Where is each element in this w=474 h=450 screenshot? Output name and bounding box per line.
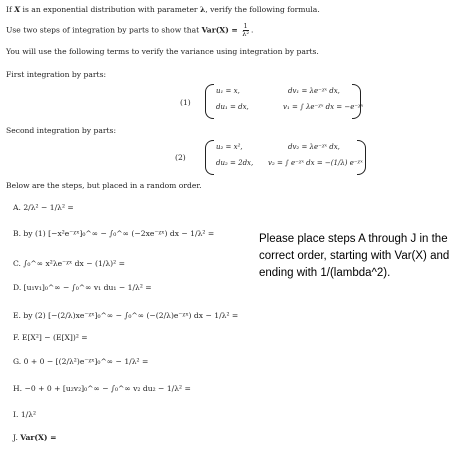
var-fraction: $\frac{1}{\text{λ²}}$ xyxy=(242,22,249,38)
intro-line-1: If X is an exponential distribution with parameter λ, verify the following formula. xyxy=(6,5,320,14)
steps-label: Below are the steps, but placed in a random order. xyxy=(6,181,202,190)
step-i: I. 1/λ² xyxy=(13,410,37,419)
system-1-r1c2: dv₁ = λe⁻ᵡˣ dx, xyxy=(288,87,340,95)
step-e: E. by (2) [−(2/λ)xe⁻ᵡˣ]₀^∞ − ∫₀^∞ (−(2/λ)e⁻ᵡˣ) dx − 1/λ² = xyxy=(13,311,239,320)
step-a: A. 2/λ² − 1/λ² = xyxy=(13,203,74,212)
var-formula: Var(X) = xyxy=(201,25,238,35)
system-1-right-paren xyxy=(352,84,361,119)
system-2-r1c2: dv₂ = λe⁻ᵡˣ dx, xyxy=(288,143,340,151)
system-1-r2c1: du₁ = dx, xyxy=(216,103,249,111)
intro-line-2-text: Use two steps of integration by parts to show that xyxy=(6,25,200,35)
system-2-r1c1: u₂ = x², xyxy=(216,143,243,151)
step-h: H. −0 + 0 + [u₂v₂]₀^∞ − ∫₀^∞ v₂ du₂ − 1/λ² = xyxy=(13,384,191,393)
step-f: F. E[X²] − (E[X])² = xyxy=(13,333,88,342)
system-1-r2c2: v₁ = ∫ λe⁻ᵡˣ dx = −e⁻ᵡˣ xyxy=(283,103,364,111)
intro-line-3: You will use the following terms to verify the variance using integration by parts. xyxy=(6,47,319,56)
system-1-r1c1: u₁ = x, xyxy=(216,87,240,95)
second-ibp-label: Second integration by parts: xyxy=(6,126,117,135)
step-b: B. by (1) [−x²e⁻ᵡˣ]₀^∞ − ∫₀^∞ (−2xe⁻ᵡˣ) dx − 1/λ² = xyxy=(13,229,215,238)
system-1-tag: (1) xyxy=(180,98,191,107)
first-ibp-label: First integration by parts: xyxy=(6,70,107,79)
system-2-right-paren xyxy=(357,140,366,175)
system-2-r2c1: du₂ = 2dx, xyxy=(216,159,254,167)
step-g: G. 0 + 0 − [(2/λ²)e⁻ᵡˣ]₀^∞ − 1/λ² = xyxy=(13,357,149,366)
instruction-note: Please place steps A through J in the correct order, starting with Var(X) and ending with 1/(lambda^2). xyxy=(259,233,450,279)
step-d: D. [u₁v₁]₀^∞ − ∫₀^∞ v₁ du₁ − 1/λ² = xyxy=(13,283,152,292)
step-j: J. Var(X) = xyxy=(13,433,57,442)
system-2-r2c2: v₂ = ∫ e⁻ᵡˣ dx = −(1/λ) e⁻ᵡˣ xyxy=(268,159,363,167)
system-2-tag: (2) xyxy=(175,153,186,162)
system-1-left-paren xyxy=(205,84,214,119)
system-2-left-paren xyxy=(205,140,214,175)
intro-line-2: Use two steps of integration by parts to show that Var(X) = $\frac{1}{\text{λ²}}$ . xyxy=(6,22,254,38)
step-c: C. ∫₀^∞ x²λe⁻ᵡˣ dx − (1/λ)² = xyxy=(13,259,125,268)
